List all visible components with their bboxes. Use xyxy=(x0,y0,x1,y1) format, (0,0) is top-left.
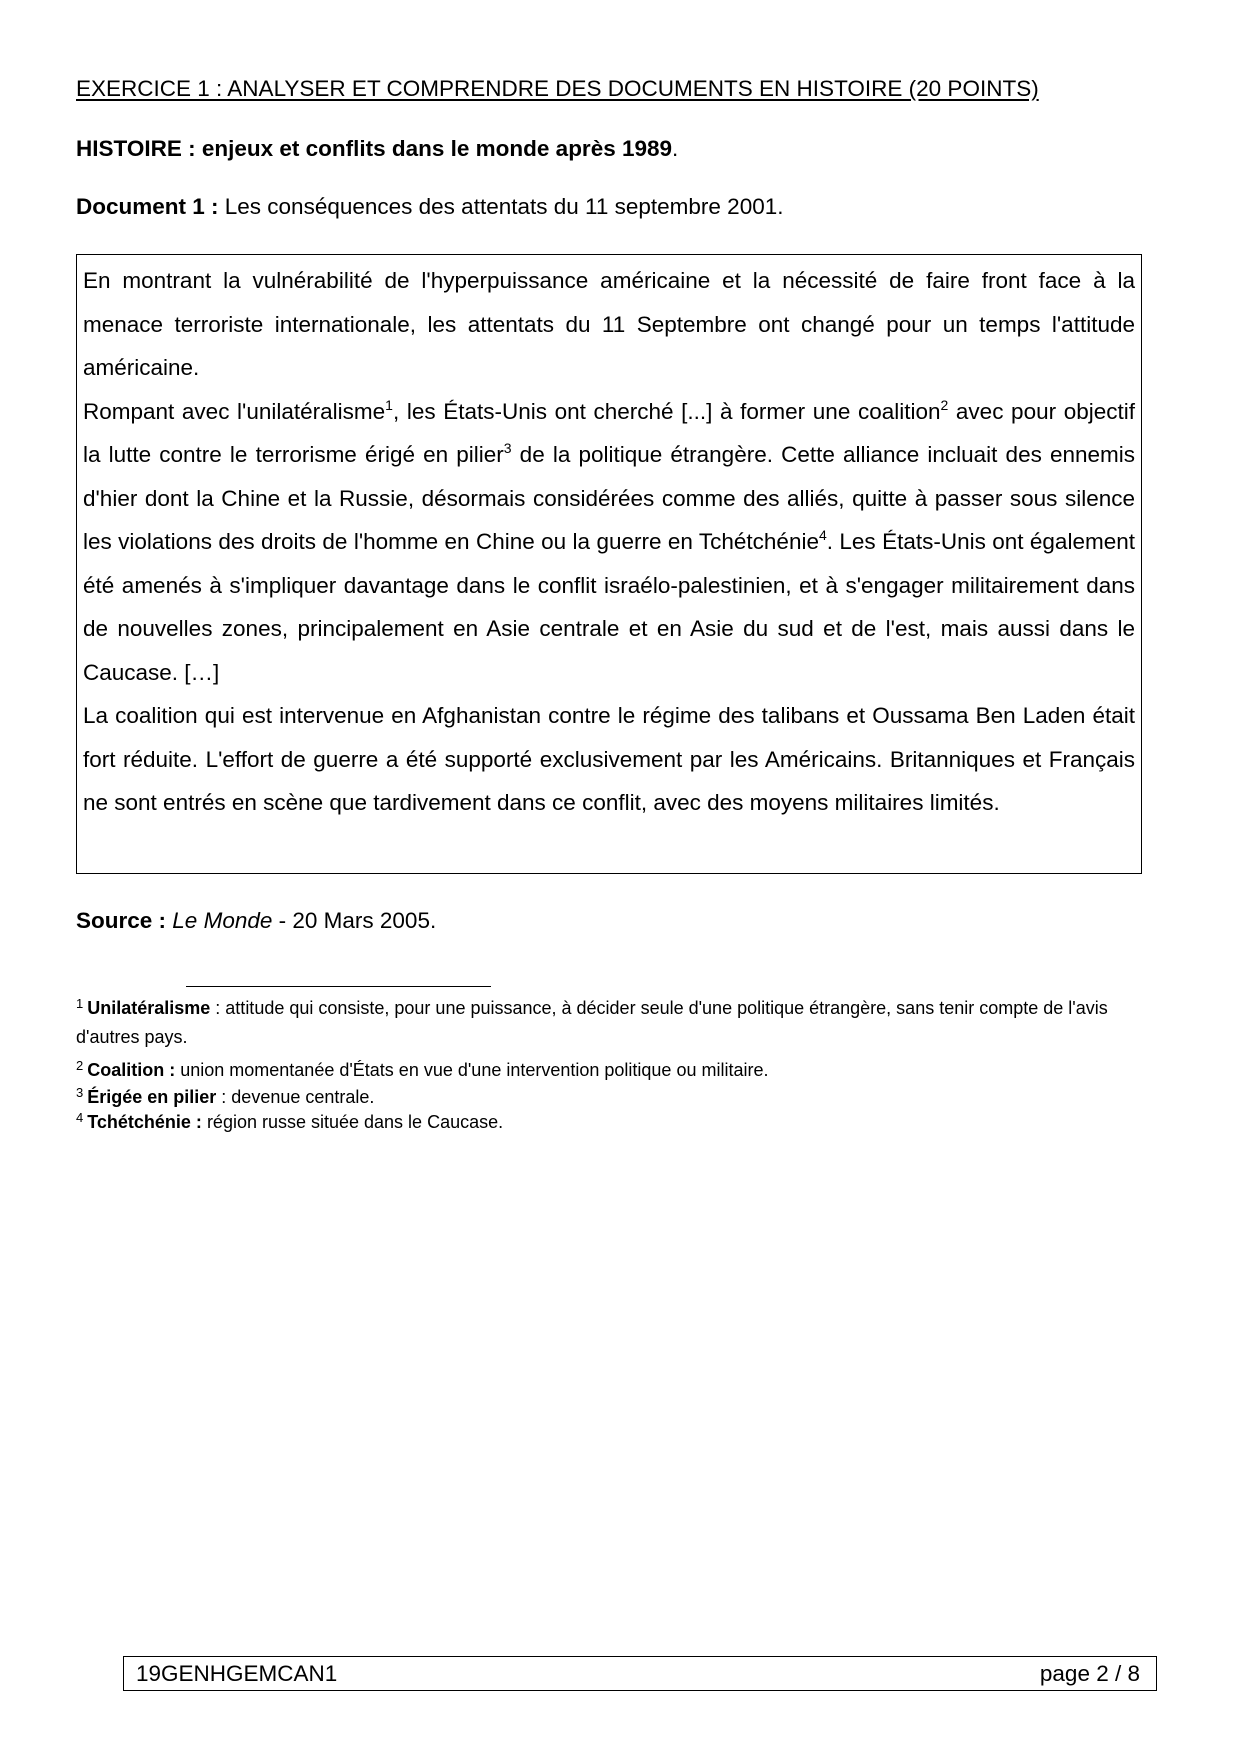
footnote-definition: : attitude qui consiste, pour une puissance, à décider seule d'une politique étrangère, sans tenir compte de l'avis d'autres pays. xyxy=(76,998,1108,1047)
p2-segment-c: avec pour objectif la lutte contre le terrorisme érigé en pilier xyxy=(83,398,1135,467)
source-line xyxy=(76,908,436,934)
footnote-definition: union momentanée d'États en vue d'une intervention politique ou militaire. xyxy=(175,1060,769,1080)
section-title-end: . xyxy=(672,136,679,161)
footnote-1 xyxy=(76,994,1146,1052)
footnote-term: Coalition : xyxy=(87,1060,176,1080)
document-title-text: Les conséquences des attentats du 11 septembre 2001. xyxy=(218,194,784,219)
p2-segment-e: . Les États-Unis ont également été amenés à s'impliquer davantage dans le conflit israélo-palestinien, et à s'engager militairement dans de nouvelles zones, principalement en Asie centrale et en Asie du sud et de l'est, mais aussi dans le Caucase. […] xyxy=(83,529,1135,685)
document-title xyxy=(76,194,784,220)
footnote-ref-4: 4 xyxy=(818,527,827,543)
page-number: page 2 / 8 xyxy=(1039,1661,1140,1686)
footnote-4 xyxy=(76,1110,1146,1135)
footnote-number: 2 xyxy=(76,1058,84,1073)
source-date: - 20 Mars 2005. xyxy=(272,908,437,933)
footnote-separator xyxy=(186,986,491,987)
footnotes xyxy=(76,994,1146,1135)
footnote-definition: : devenue centrale. xyxy=(216,1087,375,1107)
document-text-box xyxy=(76,254,1142,874)
footnote-definition: région russe située dans le Caucase. xyxy=(201,1112,504,1132)
footnote-ref-3: 3 xyxy=(503,440,512,456)
exam-code: 19GENHGEMCAN1 xyxy=(136,1661,338,1686)
p2-segment-d: de la politique étrangère. Cette alliance incluait des ennemis d'hier dont la Chine et la Russie, désormais considérées comme des alliés, quitte à passer sous silence les violations des droits de l'homme en Chine ou la guerre en Tchétchénie xyxy=(83,442,1135,554)
source-label: Source : xyxy=(76,908,167,933)
exercise-title: EXERCICE 1 : ANALYSER ET COMPRENDRE DES DOCUMENTS EN HISTOIRE (20 POINTS) xyxy=(76,76,1039,101)
document-label: Document 1 : xyxy=(76,194,219,219)
document-paragraph-3: La coalition qui est intervenue en Afghanistan contre le régime des talibans et Oussama Ben Laden était fort réduite. L'effort de guerre a été supporté exclusivement par les Américains. Britanniques et Français ne sont entrés en scène que tardivement dans ce conflit, avec des moyens militaires limités. xyxy=(83,703,1135,815)
source-publication: Le Monde xyxy=(172,908,273,933)
footnote-term: Érigée en pilier xyxy=(87,1087,217,1107)
footnote-2 xyxy=(76,1056,1146,1085)
p2-segment-a: Rompant avec l'unilatéralisme xyxy=(83,398,386,424)
footnote-ref-1: 1 xyxy=(385,396,393,413)
footnote-number: 3 xyxy=(76,1085,84,1100)
footnote-number: 1 xyxy=(76,996,84,1011)
footnote-3 xyxy=(76,1085,1146,1110)
document-paragraph-1: En montrant la vulnérabilité de l'hyperpuissance américaine et la nécessité de faire front face à la menace terroriste internationale, les attentats du 11 Septembre ont changé pour un temps l'attitude américaine. xyxy=(83,268,1135,380)
section-title xyxy=(76,136,678,162)
document-paragraph-2 xyxy=(83,390,1135,695)
section-title-bold: HISTOIRE : enjeux et conflits dans le monde après 1989 xyxy=(76,136,673,161)
footnote-ref-2: 2 xyxy=(940,396,949,413)
footnote-term: Unilatéralisme xyxy=(87,998,211,1018)
footnote-number: 4 xyxy=(76,1110,84,1125)
page-footer xyxy=(123,1656,1157,1691)
p2-segment-b: , les États-Unis ont cherché [...] à former une coalition xyxy=(392,398,941,424)
footnote-term: Tchétchénie : xyxy=(87,1112,202,1132)
